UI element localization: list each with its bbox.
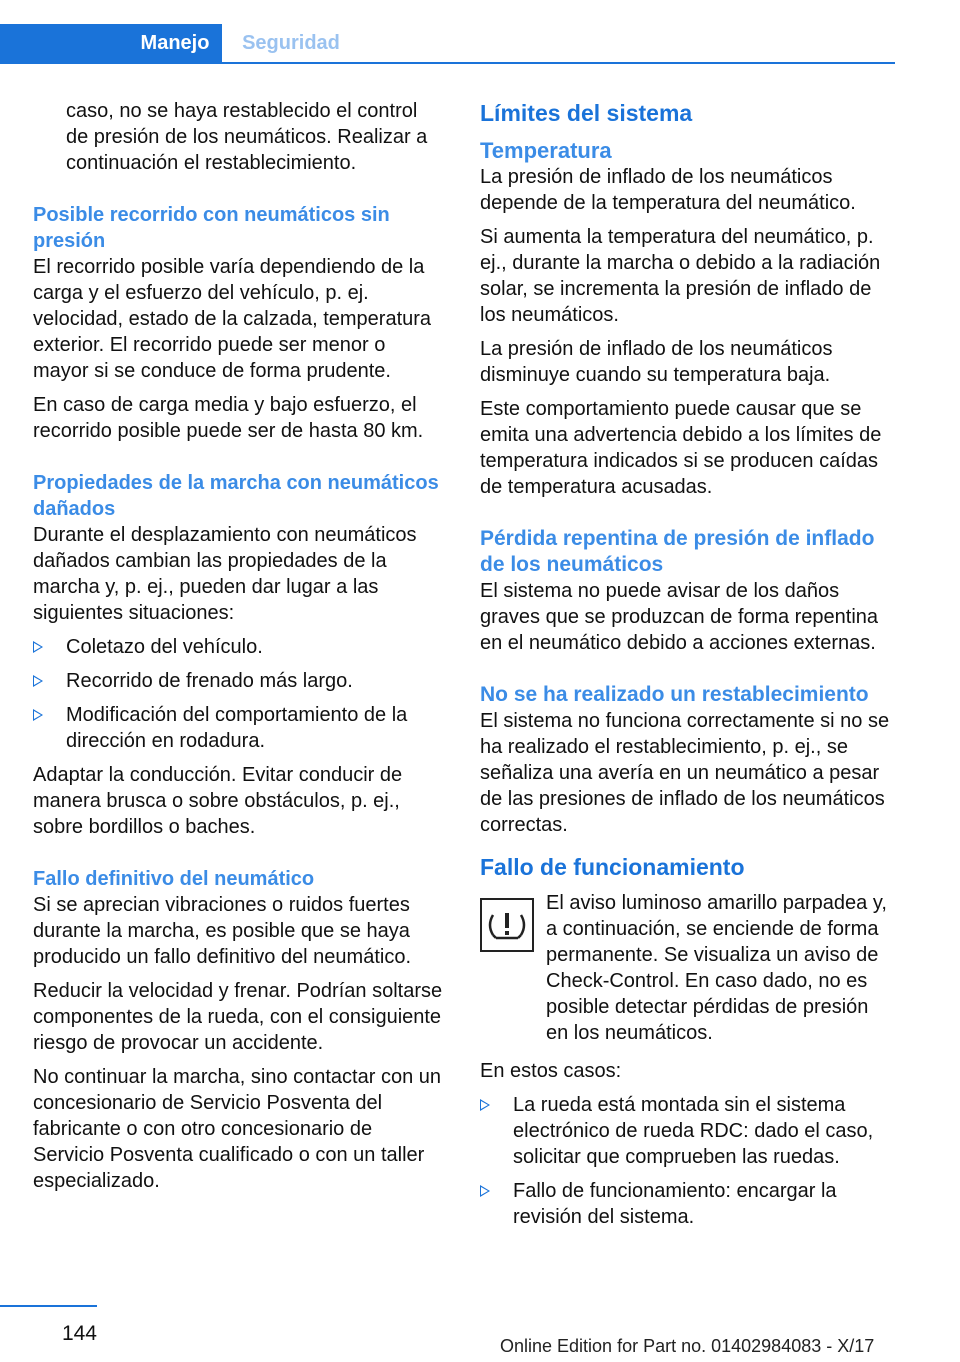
paragraph: Si se aprecian vibraciones o ruidos fuertes durante la marcha, es posible que se haya producido un fallo definitivo del neumático. xyxy=(33,894,412,968)
paragraph: El recorrido posible varía dependiendo de la carga y el esfuerzo del vehículo, p. ej. velocidad, estado de la calzada, temperatura exterior. El recorrido puede ser menor o mayor si se conduce de forma prudente. xyxy=(33,256,432,382)
triangle-bullet-icon xyxy=(33,709,43,721)
triangle-bullet-icon xyxy=(480,1099,490,1111)
paragraph: No continuar la marcha, sino contactar con un concesionario de Servicio Posventa del fabricante o con otro concesionario de Servicio Posventa cualificado o con un taller especializado. xyxy=(33,1066,441,1192)
tire-pressure-warning-icon xyxy=(480,898,534,952)
list-item-text: Coletazo del vehículo. xyxy=(66,636,263,658)
list-item xyxy=(33,668,445,694)
edition-footer: Online Edition for Part no. 01402984083 - X/17 xyxy=(500,1336,875,1356)
heading-limites: Límites del sistema xyxy=(480,100,693,126)
paragraph: Durante el desplazamiento con neumáticos dañados cambian las propiedades de la marcha y, p. ej., pueden dar lugar a las siguientes situaciones: xyxy=(33,524,417,624)
heading-propiedades: Propiedades de la marcha con neumáticos dañados xyxy=(33,472,439,520)
paragraph: La presión de inflado de los neumáticos disminuye cuando su temperatura baja. xyxy=(480,338,833,386)
triangle-bullet-icon xyxy=(33,675,43,687)
list-item-text: Modificación del comportamiento de la dirección en rodadura. xyxy=(66,704,408,752)
paragraph: En estos casos: xyxy=(480,1060,622,1082)
warning-block xyxy=(480,890,896,1046)
list-item xyxy=(480,1178,896,1230)
paragraph: Adaptar la conducción. Evitar conducir de manera brusca o sobre obstáculos, p. ej., sobre bordillos o baches. xyxy=(33,764,403,838)
heading-fallo-funcionamiento: Fallo de funcionamiento xyxy=(480,854,745,880)
paragraph: La presión de inflado de los neumáticos depende de la temperatura del neumático. xyxy=(480,166,856,214)
paragraph: caso, no se haya restablecido el control de presión de los neumáticos. Realizar a continuación el restablecimiento. xyxy=(66,100,428,174)
list-item xyxy=(480,1092,896,1170)
heading-temperatura: Temperatura xyxy=(480,138,612,163)
heading-perdida: Pérdida repentina de presión de inflado de los neumáticos xyxy=(480,527,875,576)
list-item-text: La rueda está montada sin el sistema electrónico de rueda RDC: dado el caso, solicitar que comprueben las ruedas. xyxy=(513,1094,874,1168)
paragraph: El sistema no puede avisar de los daños graves que se produzcan de forma repentina en el neumático debido a acciones externas. xyxy=(480,580,879,654)
tab-seguridad[interactable] xyxy=(222,24,360,62)
heading-restablecimiento: No se ha realizado un restablecimiento xyxy=(480,683,869,706)
heading-fallo-definitivo: Fallo definitivo del neumático xyxy=(33,868,315,890)
heading-recorrido: Posible recorrido con neumáticos sin presión xyxy=(33,204,390,252)
paragraph: El sistema no funciona correctamente si no se ha realizado el restablecimiento, p. ej., se señaliza una avería en un neumático a pesar de las presiones de inflado de los neumáticos correctas. xyxy=(480,710,890,836)
left-column xyxy=(33,98,445,1202)
list-item xyxy=(33,702,445,754)
paragraph: En caso de carga media y bajo esfuerzo, el recorrido posible puede ser de hasta 80 km. xyxy=(33,394,424,442)
right-column xyxy=(480,98,896,1238)
paragraph: El aviso luminoso amarillo parpadea y, a continuación, se enciende de forma permanente. Se visualiza un aviso de Check-Control. En caso dado, no es posible detectar pérdidas de presión en los neumáticos. xyxy=(546,892,887,1044)
triangle-bullet-icon xyxy=(33,641,43,653)
bullet-list xyxy=(33,634,445,754)
page-number: 144 xyxy=(61,1322,97,1345)
header-tabs xyxy=(0,24,895,64)
list-item-text: Fallo de funcionamiento: encargar la revisión del sistema. xyxy=(513,1180,837,1228)
page-number-rule xyxy=(0,1305,97,1307)
tab-manejo[interactable] xyxy=(0,24,222,62)
paragraph: Reducir la velocidad y frenar. Podrían soltarse componentes de la rueda, con el consiguiente riesgo de provocar un accidente. xyxy=(33,980,443,1054)
paragraph: Este comportamiento puede causar que se emita una advertencia debido a los límites de temperatura indicados si se producen caídas de temperatura acusadas. xyxy=(480,398,882,498)
tab-seguridad-label: Seguridad xyxy=(242,32,340,54)
bullet-list xyxy=(480,1092,896,1230)
list-item xyxy=(33,634,445,660)
list-item-text: Recorrido de frenado más largo. xyxy=(66,670,353,692)
triangle-bullet-icon xyxy=(480,1185,490,1197)
tab-manejo-label: Manejo xyxy=(140,32,210,54)
paragraph: Si aumenta la temperatura del neumático, p. ej., durante la marcha o debido a la radiación solar, se incrementa la presión de inflado de los neumáticos. xyxy=(480,226,881,326)
